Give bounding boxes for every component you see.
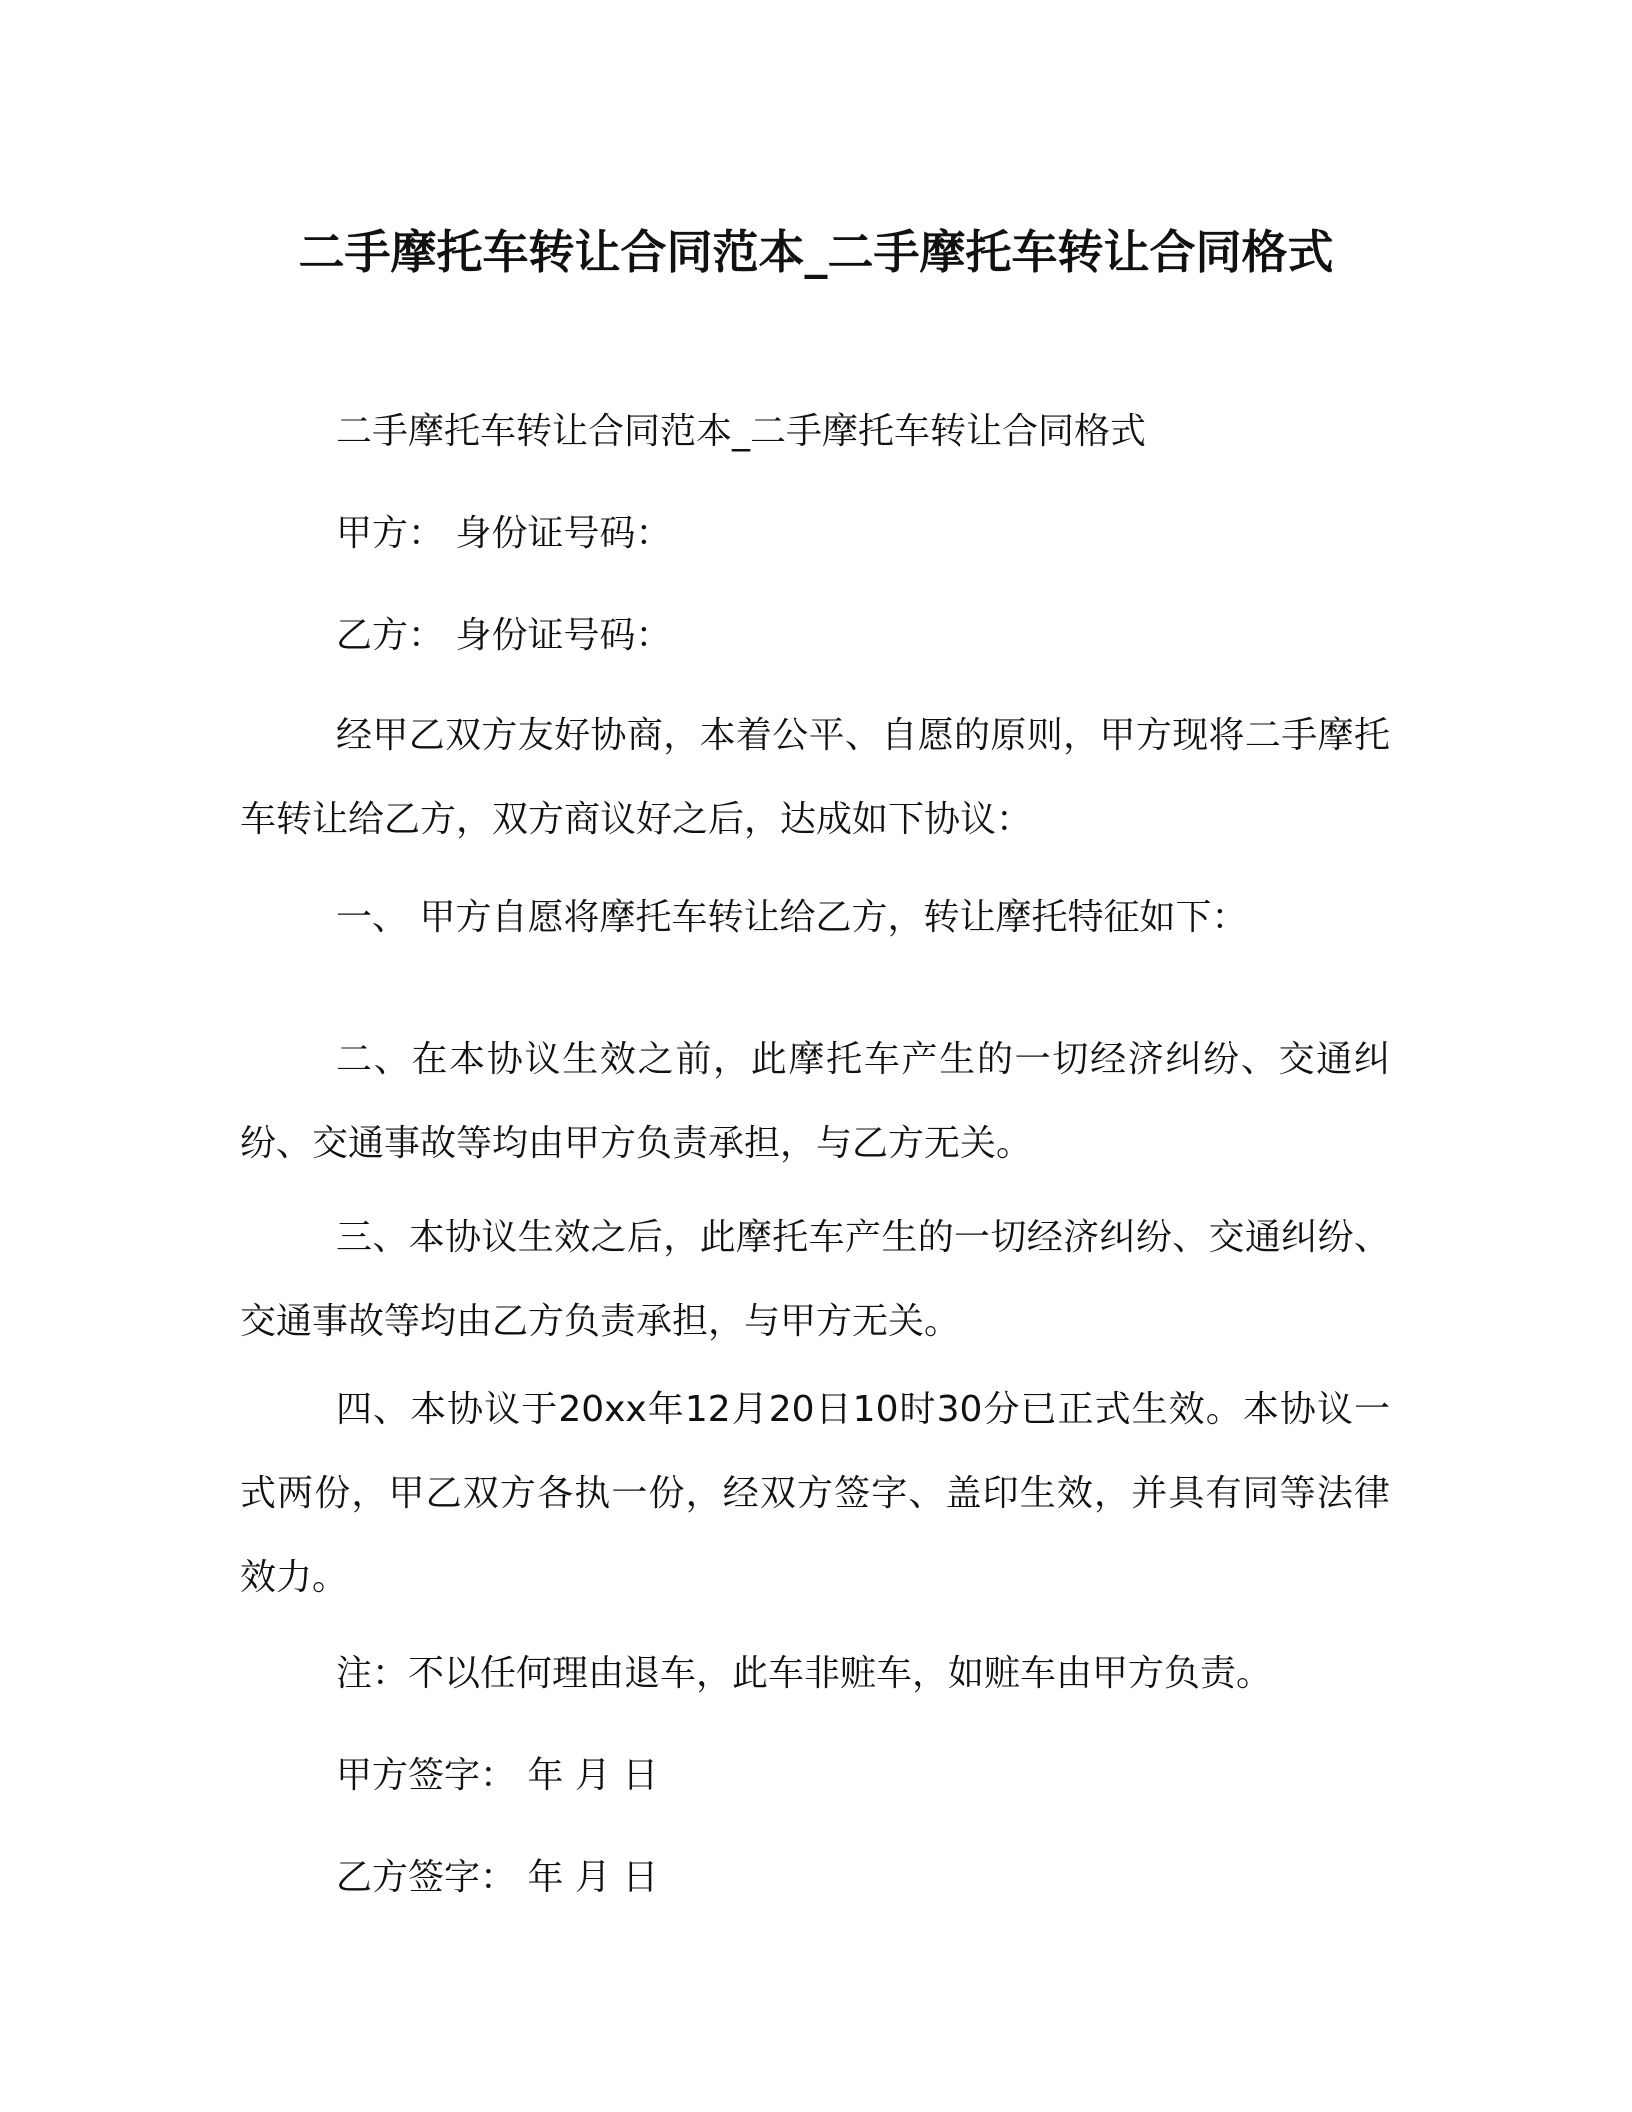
intro-paragraph: 经甲乙双方友好协商，本着公平、自愿的原则，甲方现将二手摩托车转让给乙方，双方商议好之后，达成如下协议： — [240, 715, 1390, 840]
party-a-line: 甲方： 身份证号码： — [336, 513, 672, 554]
clause-2: 二、在本协议生效之前，此摩托车产生的一切经济纠纷、交通纠纷、交通事故等均由甲方负责承担，与乙方无关。 — [240, 1039, 1390, 1164]
note-paragraph: 注：不以任何理由退车，此车非赃车，如赃车由甲方负责。 — [336, 1653, 1273, 1694]
party-b-signature: 乙方签字： 年 月 日 — [336, 1857, 659, 1898]
party-b-line: 乙方： 身份证号码： — [336, 615, 672, 656]
clause-3: 三、本协议生效之后，此摩托车产生的一切经济纠纷、交通纠纷、交通事故等均由乙方负责承担，与甲方无关。 — [240, 1217, 1390, 1342]
subtitle-paragraph: 二手摩托车转让合同范本_二手摩托车转让合同格式 — [336, 411, 1147, 452]
party-a-signature: 甲方签字： 年 月 日 — [336, 1755, 659, 1796]
clause-1: 一、 甲方自愿将摩托车转让给乙方，转让摩托特征如下： — [336, 897, 1248, 938]
document-title: 二手摩托车转让合同范本_二手摩托车转让合同格式 — [298, 225, 1334, 279]
clause-4: 四、本协议于20xx年12月20日10时30分已正式生效。本协议一式两份，甲乙双方各执一份，经双方签字、盖印生效，并具有同等法律效力。 — [240, 1389, 1390, 1598]
